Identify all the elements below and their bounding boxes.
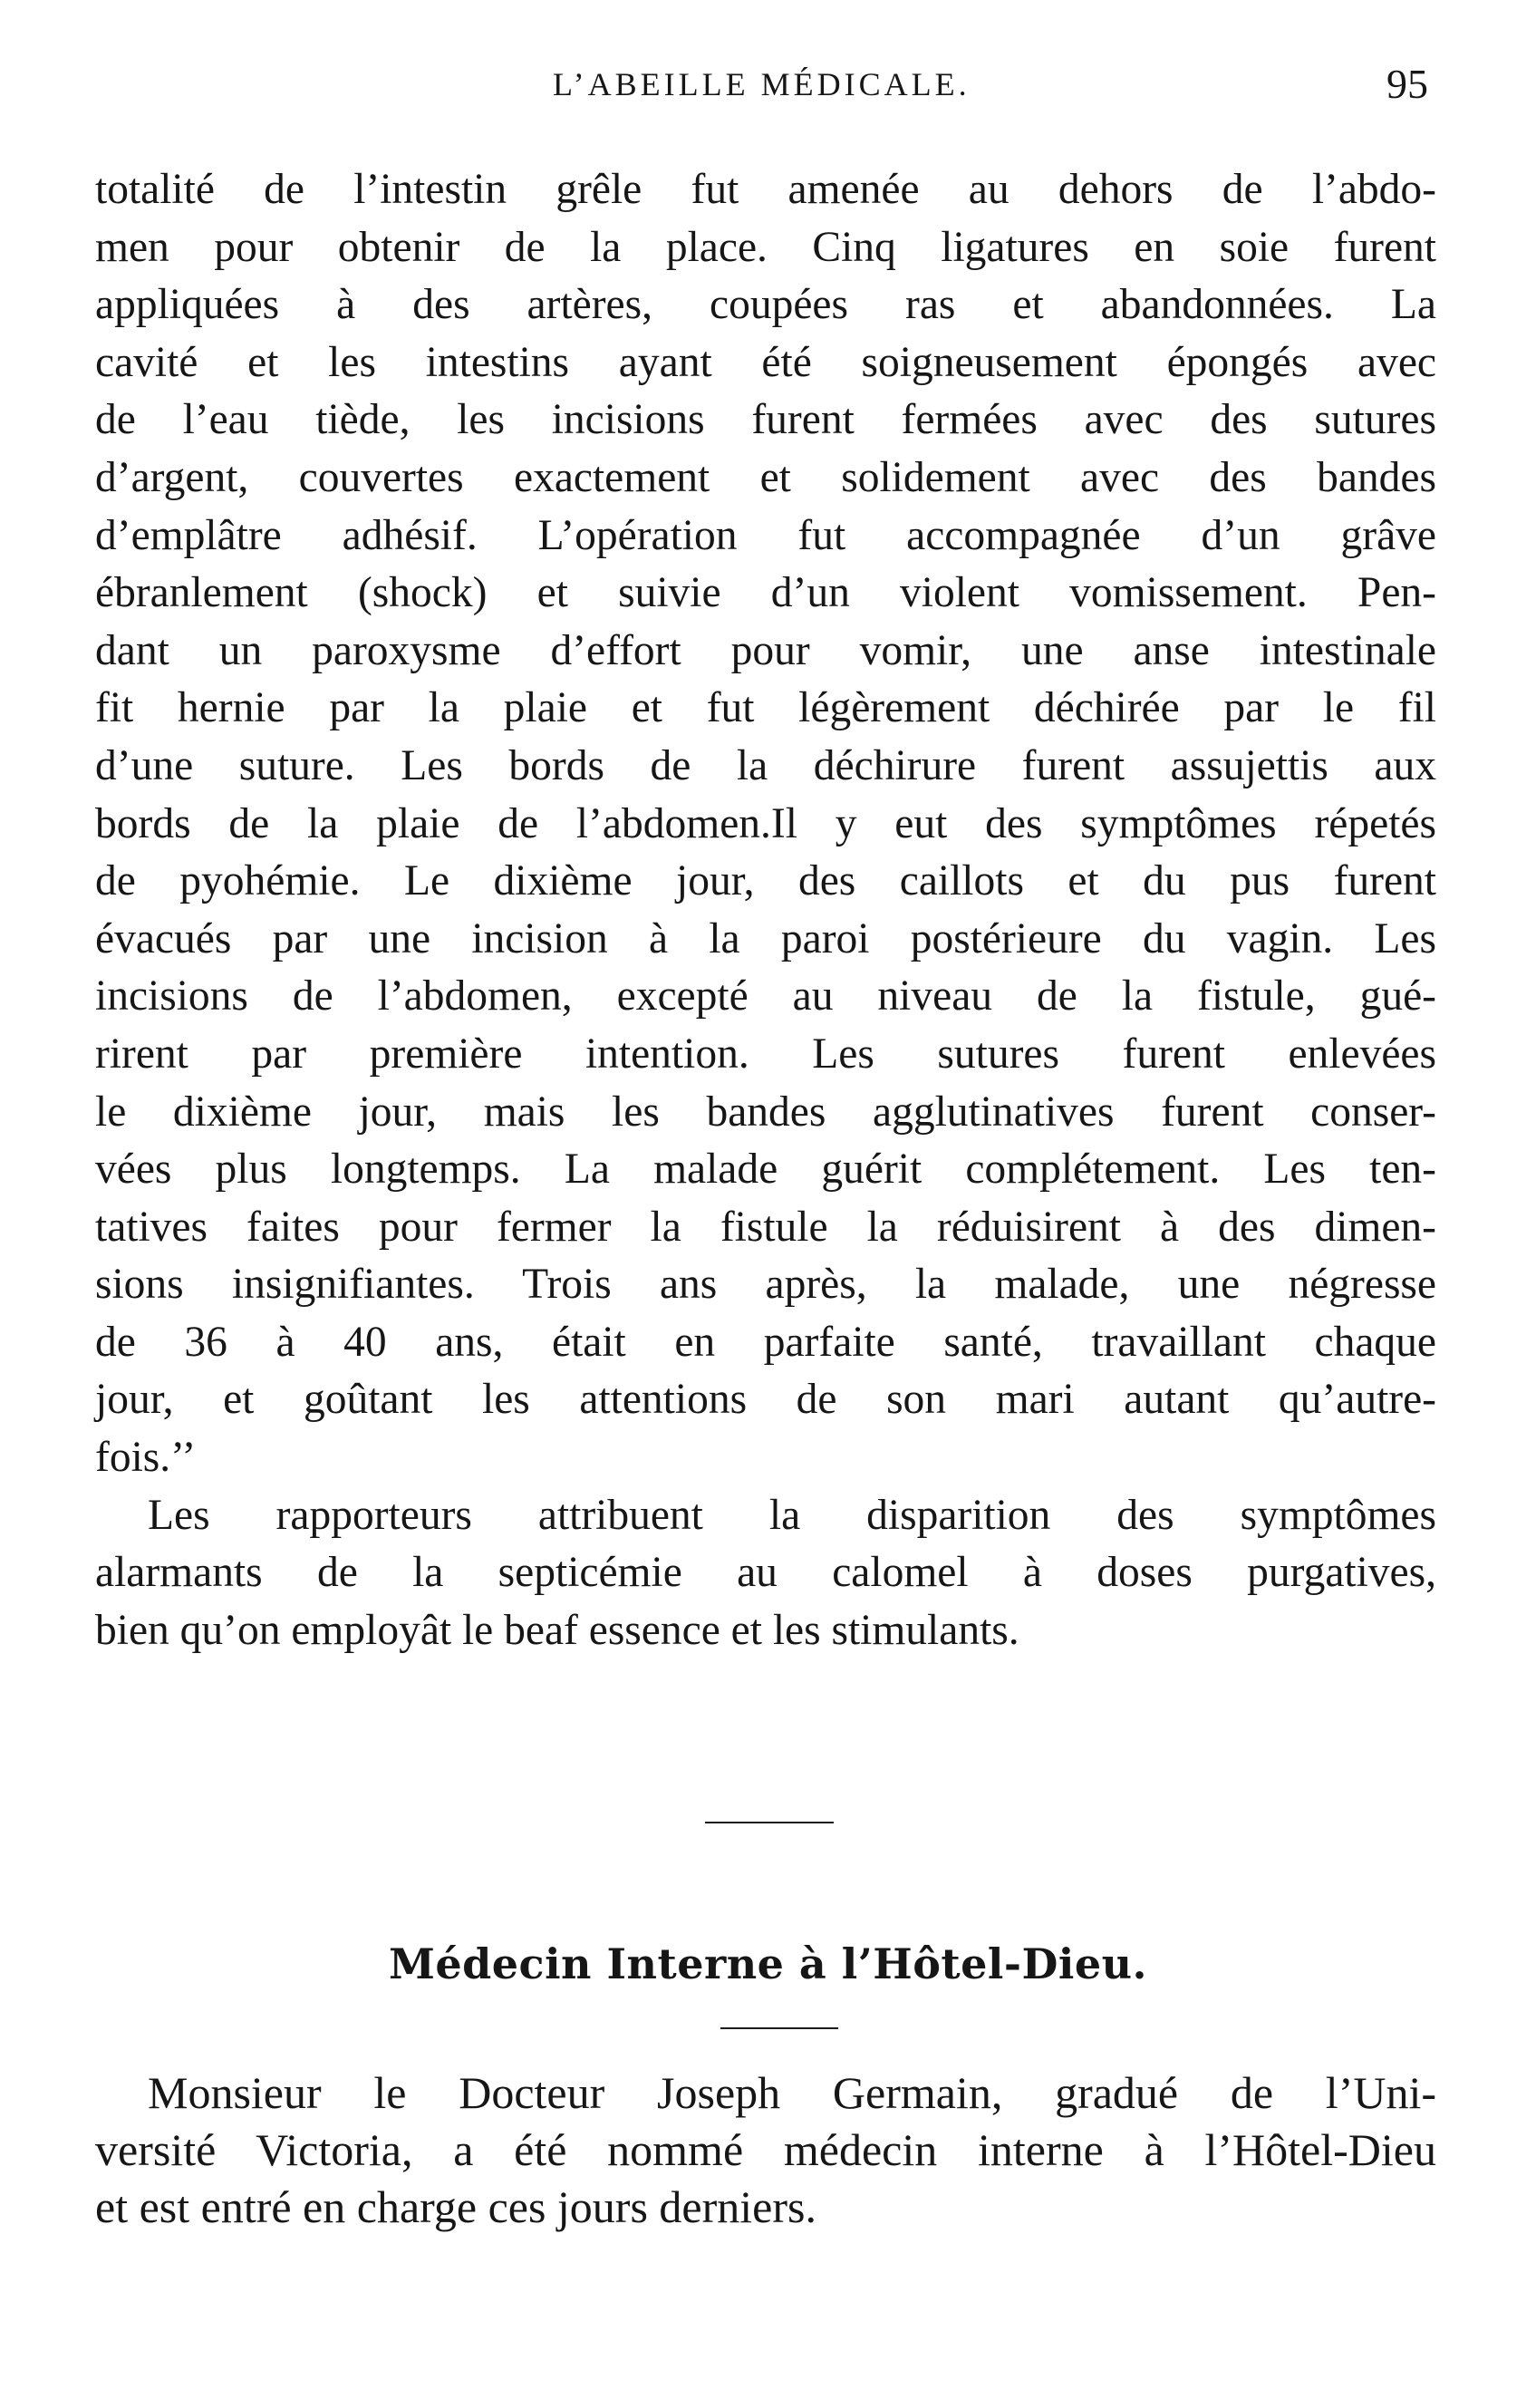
- body-line: le dixième jour, mais les bandes agglutinatives furent conser-: [95, 1088, 1436, 1136]
- page-number: 95: [1386, 61, 1428, 107]
- body-line: bords de la plaie de l’abdomen.Il y eut des symptômes répetés: [95, 799, 1436, 847]
- body-line: évacués par une incision à la paroi postérieure du vagin. Les: [95, 914, 1436, 962]
- notice-body: [95, 2065, 1436, 2236]
- body-line: totalité de l’intestin grêle fut amenée au dehors de l’abdo-: [95, 166, 1436, 213]
- body-line: bien qu’on employât le beaf essence et les stimulants.: [95, 1606, 1019, 1654]
- body-line: men pour obtenir de la place. Cinq ligatures en soie furent: [95, 223, 1436, 271]
- body-line: fit hernie par la plaie et fut légèrement déchirée par le fil: [95, 684, 1436, 732]
- body-line: d’une suture. Les bords de la déchirure furent assujettis aux: [95, 741, 1436, 789]
- body-line: appliquées à des artères, coupées ras et abandonnées. La: [95, 281, 1436, 329]
- notice-line: et est entré en charge ces jours derniers.: [95, 2181, 816, 2232]
- body-line: de l’eau tiède, les incisions furent fermées avec des sutures: [95, 396, 1436, 444]
- body-line: fois.’’: [95, 1434, 197, 1482]
- body-line: de pyohémie. Le dixième jour, des caillots et du pus furent: [95, 857, 1436, 905]
- body-line: alarmants de la septicémie au calomel à doses purgatives,: [95, 1549, 1436, 1597]
- body-line: d’argent, couvertes exactement et solidement avec des bandes: [95, 453, 1436, 501]
- body-line: vées plus longtemps. La malade guérit complétement. Les ten-: [95, 1146, 1436, 1194]
- body-line: cavité et les intestins ayant été soigneusement épongés avec: [95, 338, 1436, 386]
- notice-line: Monsieur le Docteur Joseph Germain, gradué de l’Uni-: [148, 2067, 1436, 2118]
- section-divider: [705, 1822, 834, 1823]
- body-line: ébranlement (shock) et suivie d’un violent vomissement. Pen-: [95, 569, 1436, 617]
- body-line: dant un paroxysme d’effort pour vomir, une anse intestinale: [95, 626, 1436, 674]
- body-line: de 36 à 40 ans, était en parfaite santé, travaillant chaque: [95, 1318, 1436, 1366]
- section-heading: Médecin Interne à l’Hôtel-Dieu.: [388, 1939, 1148, 1988]
- body-line: sions insignifiantes. Trois ans après, la malade, une négresse: [95, 1261, 1436, 1309]
- body-line: Les rapporteurs attribuent la disparition des symptômes: [148, 1491, 1436, 1539]
- notice-line: versité Victoria, a été nommé médecin interne à l’Hôtel-Dieu: [95, 2124, 1436, 2175]
- heading-rule: [720, 2027, 838, 2029]
- body-line: d’emplâtre adhésif. L’opération fut accompagnée d’un grâve: [95, 511, 1436, 559]
- journal-title: L’ABEILLE MÉDICALE.: [553, 66, 971, 102]
- body-line: incisions de l’abdomen, excepté au niveau de la fistule, gué-: [95, 972, 1436, 1020]
- article-body: [95, 161, 1436, 1659]
- body-line: jour, et goûtant les attentions de son mari autant qu’autre-: [95, 1376, 1436, 1424]
- running-header: [0, 61, 1536, 120]
- body-line: rirent par première intention. Les sutures furent enlevées: [95, 1030, 1436, 1078]
- body-line: tatives faites pour fermer la fistule la réduisirent à des dimen-: [95, 1203, 1436, 1251]
